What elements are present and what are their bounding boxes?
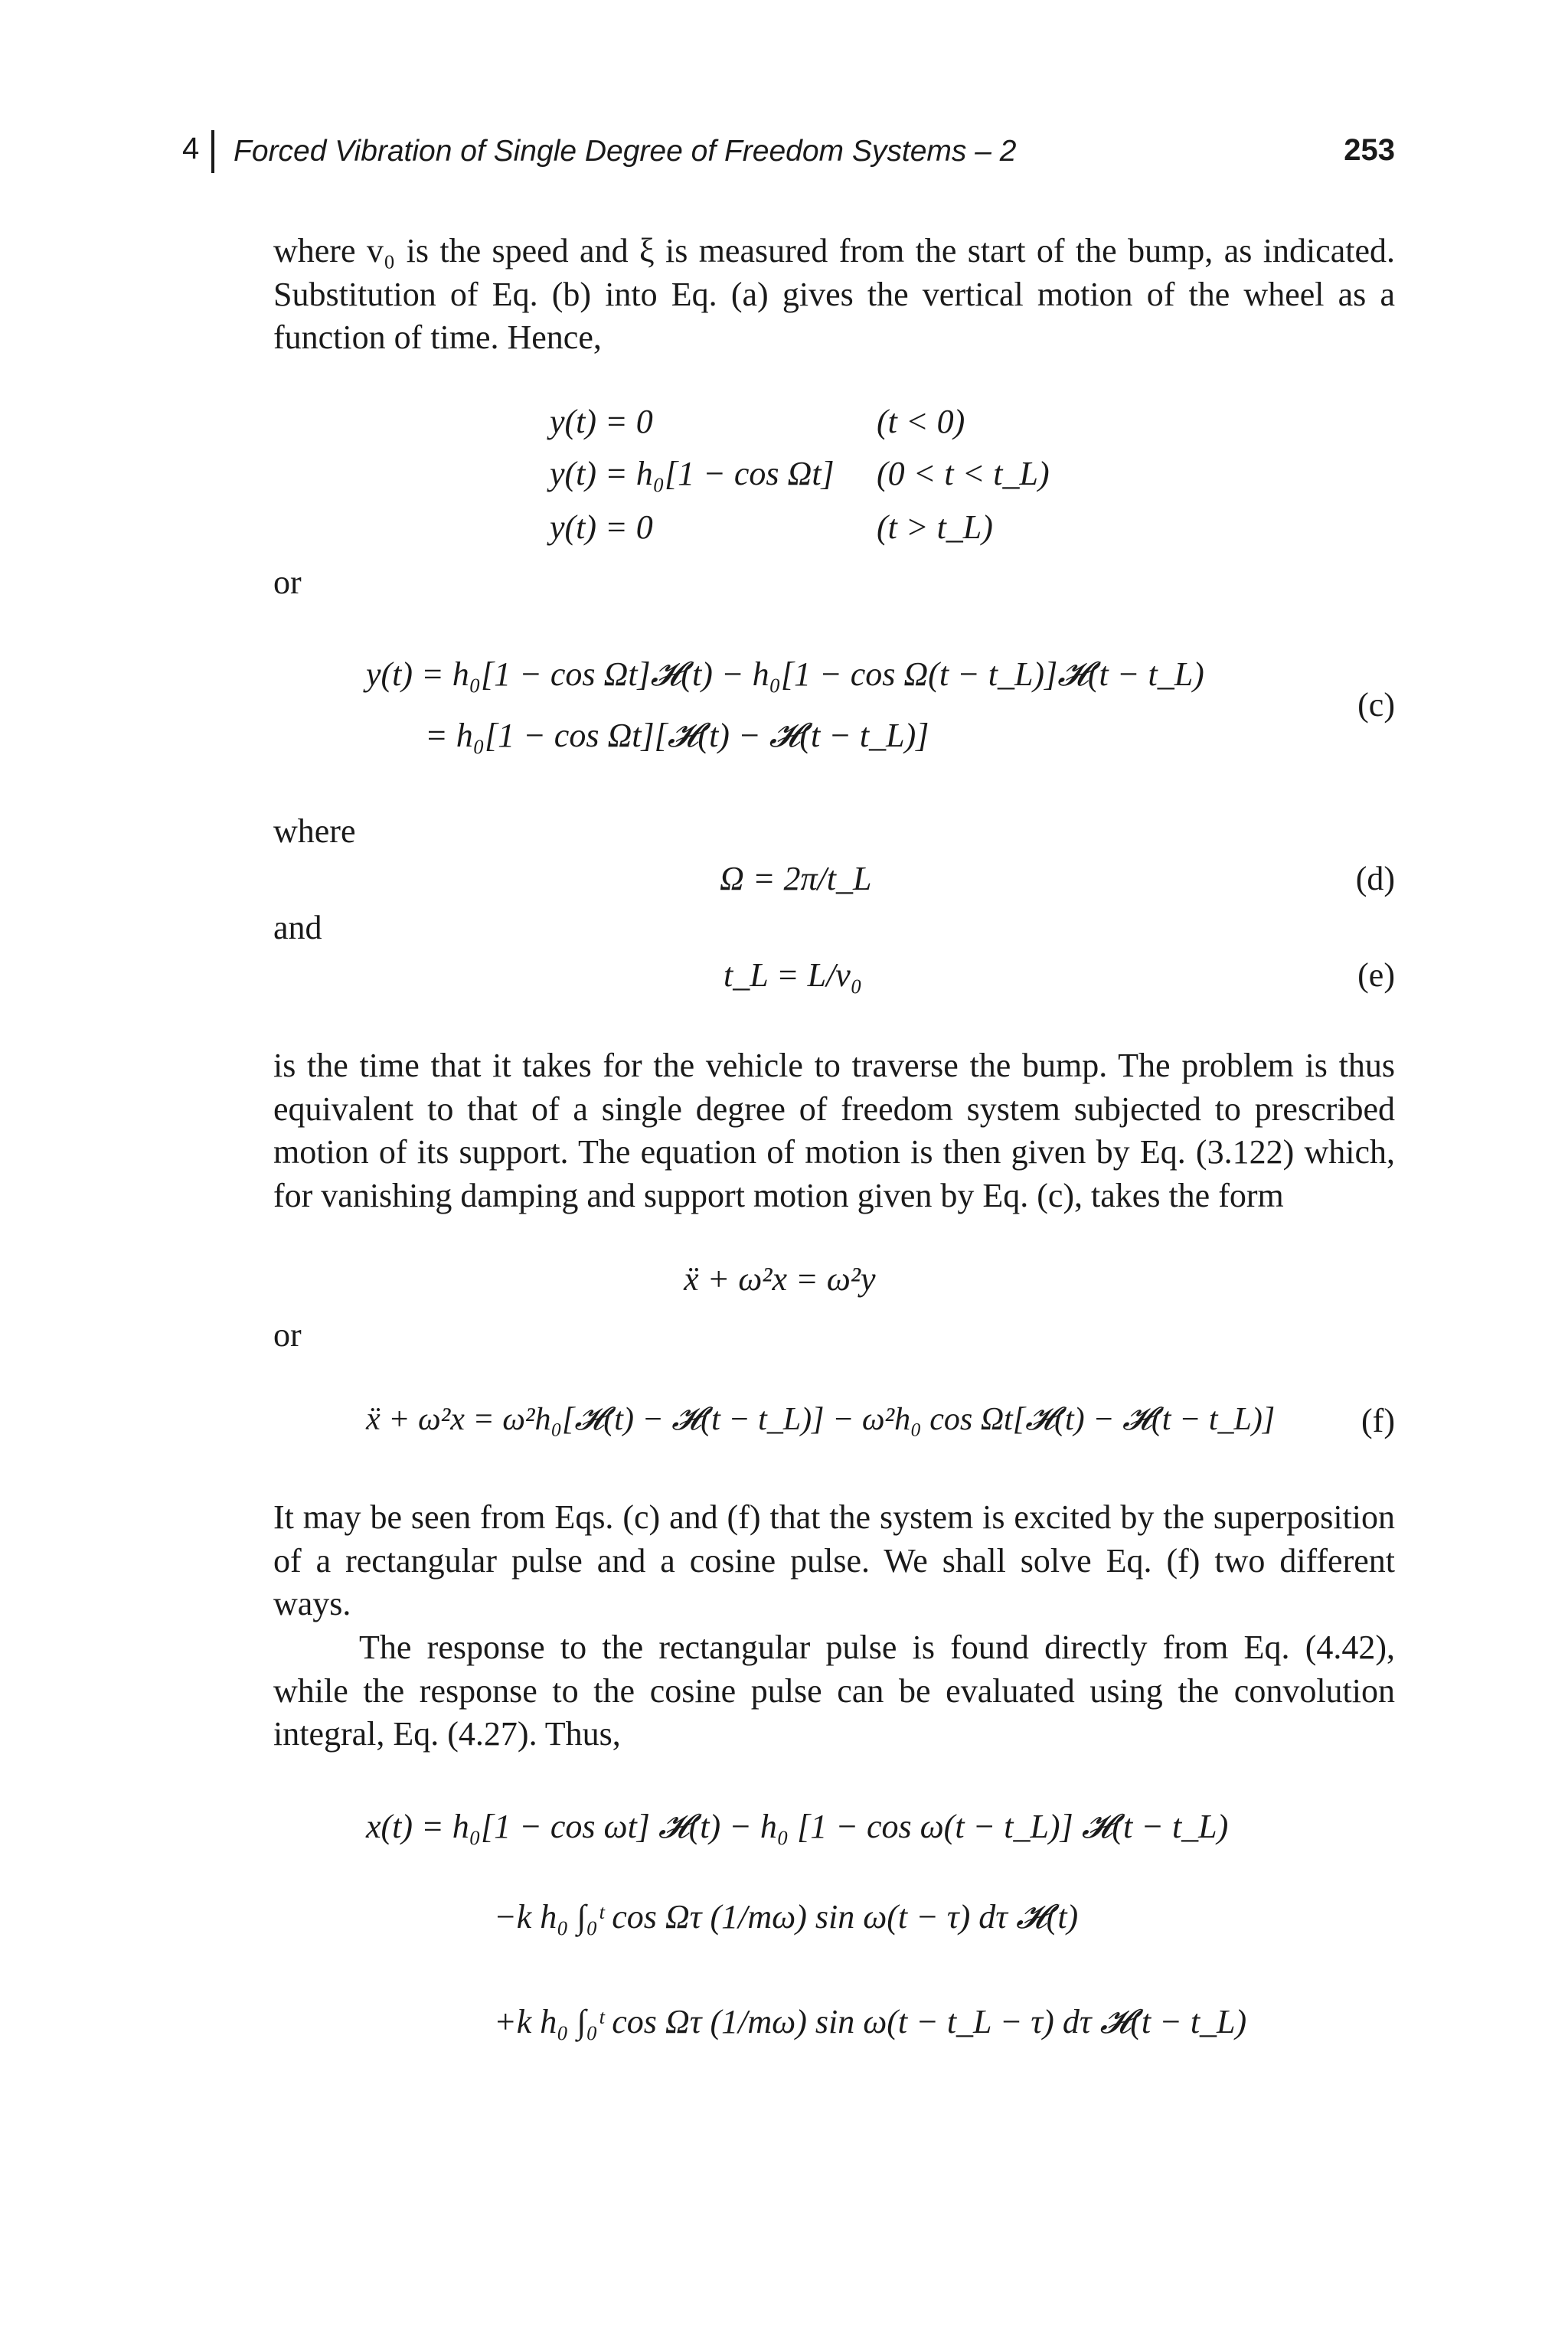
- piecewise-cond-1: (t < 0): [877, 403, 965, 440]
- equation-motion: ẍ + ω²x = ω²y: [684, 1260, 876, 1298]
- equation-f-label: (f): [1361, 1402, 1395, 1439]
- paragraph-superposition: It may be seen from Eqs. (c) and (f) that the system is excited by the superposition of a rectangular pulse and a cosine pulse. We shall solve Eq. (f) two different ways.: [273, 1498, 1395, 1622]
- piecewise-expr-3: y(t) = 0: [550, 508, 653, 546]
- equation-x-line-1: x(t) = h₀[1 − cos ωt] 𝓗(t) − h₀ [1 − cos ω(t − t_L)] 𝓗(t − t_L): [366, 1808, 1229, 1845]
- piecewise-expr-1: y(t) = 0: [550, 403, 653, 440]
- text-or-1: or: [273, 564, 302, 601]
- equation-c-line-1: y(t) = h₀[1 − cos Ωt]𝓗(t) − h₀[1 − cos Ω(t − t_L)]𝓗(t − t_L): [366, 655, 1204, 693]
- equation-e: t_L = L/v₀: [724, 956, 863, 994]
- chapter-number: 4: [182, 132, 200, 165]
- running-title: Forced Vibration of Single Degree of Freedom Systems – 2: [234, 135, 1017, 168]
- equation-x-line-2: −k h₀ ∫₀ᵗ cos Ωτ (1/mω) sin ω(t − τ) dτ 𝓗(t): [494, 1898, 1079, 1936]
- text-and: and: [273, 909, 322, 946]
- text-where: where: [273, 812, 356, 850]
- equation-d-label: (d): [1355, 860, 1395, 897]
- paragraph-traverse: is the time that it takes for the vehicle to traverse the bump. The problem is thus equivalent to that of a single degree of freedom system subjected to prescribed motion of its support. The equation of motion is then given by Eq. (3.122) which, for vanishing damping and support motion given by Eq. (c), takes the form: [273, 1047, 1395, 1214]
- equation-c-line-2: = h₀[1 − cos Ωt][𝓗(t) − 𝓗(t − t_L)]: [425, 717, 929, 754]
- text-or-2: or: [273, 1316, 302, 1354]
- paragraph-intro: where v₀ is the speed and ξ is measured from the start of the bump, as indicated. Substitution of Eq. (b) into Eq. (a) gives the vertical motion of the wheel as a function of time. Hence,: [273, 232, 1395, 356]
- page-number: 253: [1344, 133, 1395, 167]
- equation-x-line-3: +k h₀ ∫₀ᵗ cos Ωτ (1/mω) sin ω(t − t_L − τ) dτ 𝓗(t − t_L): [494, 2003, 1247, 2040]
- piecewise-cond-2: (0 < t < t_L): [877, 455, 1050, 492]
- equation-f: ẍ + ω²x = ω²h₀[𝓗(t) − 𝓗(t − t_L)] − ω²h₀ cos Ωt[𝓗(t) − 𝓗(t − t_L)]: [366, 1402, 1276, 1437]
- piecewise-expr-2: y(t) = h₀[1 − cos Ωt]: [550, 455, 835, 492]
- piecewise-cond-3: (t > t_L): [877, 508, 993, 546]
- header-divider: [211, 130, 214, 173]
- paragraph-response: The response to the rectangular pulse is found directly from Eq. (4.42), while the response to the cosine pulse can be evaluated using the convolution integral, Eq. (4.27). Thus,: [273, 1629, 1395, 1753]
- equation-d: Ω = 2π/t_L: [720, 860, 872, 897]
- equation-e-label: (e): [1357, 956, 1395, 994]
- equation-c-label: (c): [1357, 686, 1395, 724]
